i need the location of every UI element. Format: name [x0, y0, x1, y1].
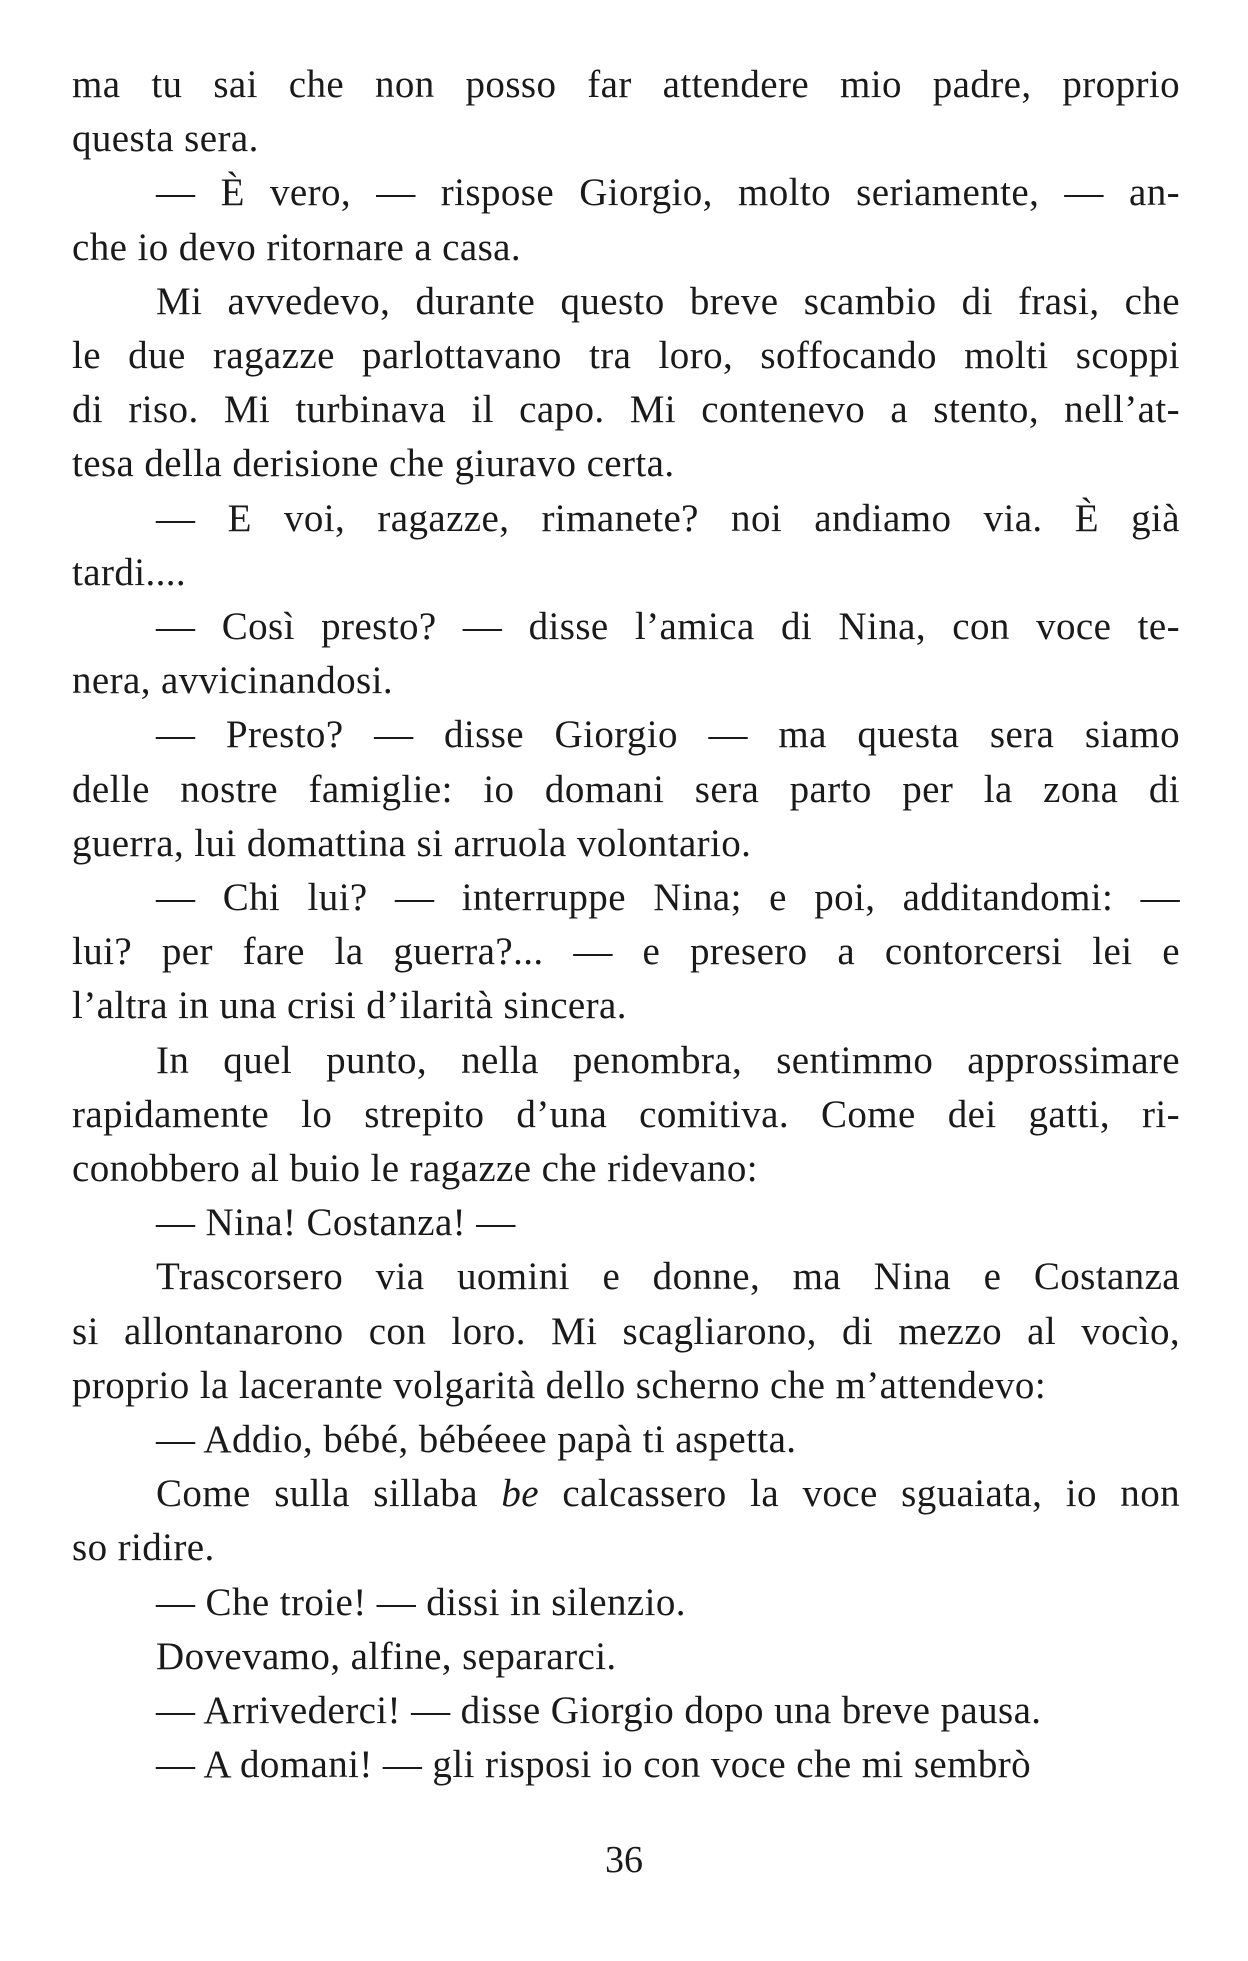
text-line: conobbero al buio le ragazze che ridevano:: [72, 1147, 758, 1191]
text-line: — Così presto? — disse l’amica di Nina, con voce te-: [156, 605, 1180, 649]
text-line: — Presto? — disse Giorgio — ma questa sera siamo: [156, 713, 1180, 757]
text-line: questa sera.: [72, 117, 259, 161]
text-line: — E voi, ragazze, rimanete? noi andiamo via. È già: [156, 496, 1180, 540]
paragraph: [72, 1196, 1180, 1250]
text-line: l’altra in una crisi d’ilarità sincera.: [72, 984, 627, 1028]
paragraph: [72, 58, 1180, 166]
text-line: — Nina! Costanza! —: [156, 1201, 516, 1245]
text-line: che io devo ritornare a casa.: [72, 225, 522, 269]
paragraph: [72, 1250, 1180, 1413]
text-line: — È vero, — rispose Giorgio, molto seriamente, — an-: [156, 171, 1180, 215]
paragraph: [72, 871, 1180, 1034]
paragraph: [72, 166, 1180, 274]
text-line: — Arrivederci! — disse Giorgio dopo una breve pausa.: [156, 1689, 1042, 1733]
paragraph: [72, 1630, 1180, 1684]
text-line: Trascorsero via uomini e donne, ma Nina e Costanza: [156, 1255, 1180, 1299]
paragraph: [72, 708, 1180, 871]
paragraph: [72, 1413, 1180, 1467]
text-line: tesa della derisione che giuravo certa.: [72, 442, 675, 486]
paragraph: [72, 275, 1180, 492]
text-line: — Che troie! — dissi in silenzio.: [156, 1580, 686, 1624]
text-line: — Addio, bébé, bébéeee papà ti aspetta.: [156, 1418, 797, 1462]
body-text: [72, 58, 1180, 1793]
text-line: nera, avvicinandosi.: [72, 659, 393, 703]
text-line: Mi avvedevo, durante questo breve scambio di frasi, che: [156, 279, 1180, 323]
text-line: — A domani! — gli risposi io con voce che mi sembrò: [156, 1743, 1032, 1787]
paragraph: [72, 492, 1180, 600]
paragraph: [72, 1034, 1180, 1197]
text-line: Come sulla sillaba be calcassero la voce sguaiata, io non: [156, 1472, 1180, 1516]
text-line: ma tu sai che non posso far attendere mio padre, proprio: [72, 63, 1180, 106]
text-line: rapidamente lo strepito d’una comitiva. Come dei gatti, ri-: [72, 1092, 1180, 1136]
text-line: guerra, lui domattina si arruola volontario.: [72, 821, 752, 865]
text-line: so ridire.: [72, 1526, 215, 1570]
paragraph: [72, 1467, 1180, 1575]
text-line: si allontanarono con loro. Mi scagliarono, di mezzo al vocìo,: [72, 1309, 1180, 1353]
text-line: lui? per fare la guerra?... — e presero a contorcersi lei e: [72, 930, 1180, 974]
paragraph: [72, 1684, 1180, 1738]
paragraph: [72, 600, 1180, 708]
text-line: proprio la lacerante volgarità dello scherno che m’attendevo:: [72, 1363, 1047, 1407]
text-line: le due ragazze parlottavano tra loro, soffocando molti scoppi: [72, 334, 1180, 378]
text-line: In quel punto, nella penombra, sentimmo approssimare: [156, 1038, 1180, 1082]
text-line: Dovevamo, alfine, separarci.: [156, 1634, 617, 1678]
paragraph: [72, 1576, 1180, 1630]
page-number: 36: [605, 1839, 643, 1881]
text-line: tardi....: [72, 550, 187, 594]
text-line: — Chi lui? — interruppe Nina; e poi, additandomi: —: [156, 876, 1180, 920]
text-line: di riso. Mi turbinava il capo. Mi contenevo a stento, nell’at-: [72, 388, 1180, 432]
paragraph: [72, 1738, 1180, 1792]
text-line: delle nostre famiglie: io domani sera parto per la zona di: [72, 767, 1180, 811]
